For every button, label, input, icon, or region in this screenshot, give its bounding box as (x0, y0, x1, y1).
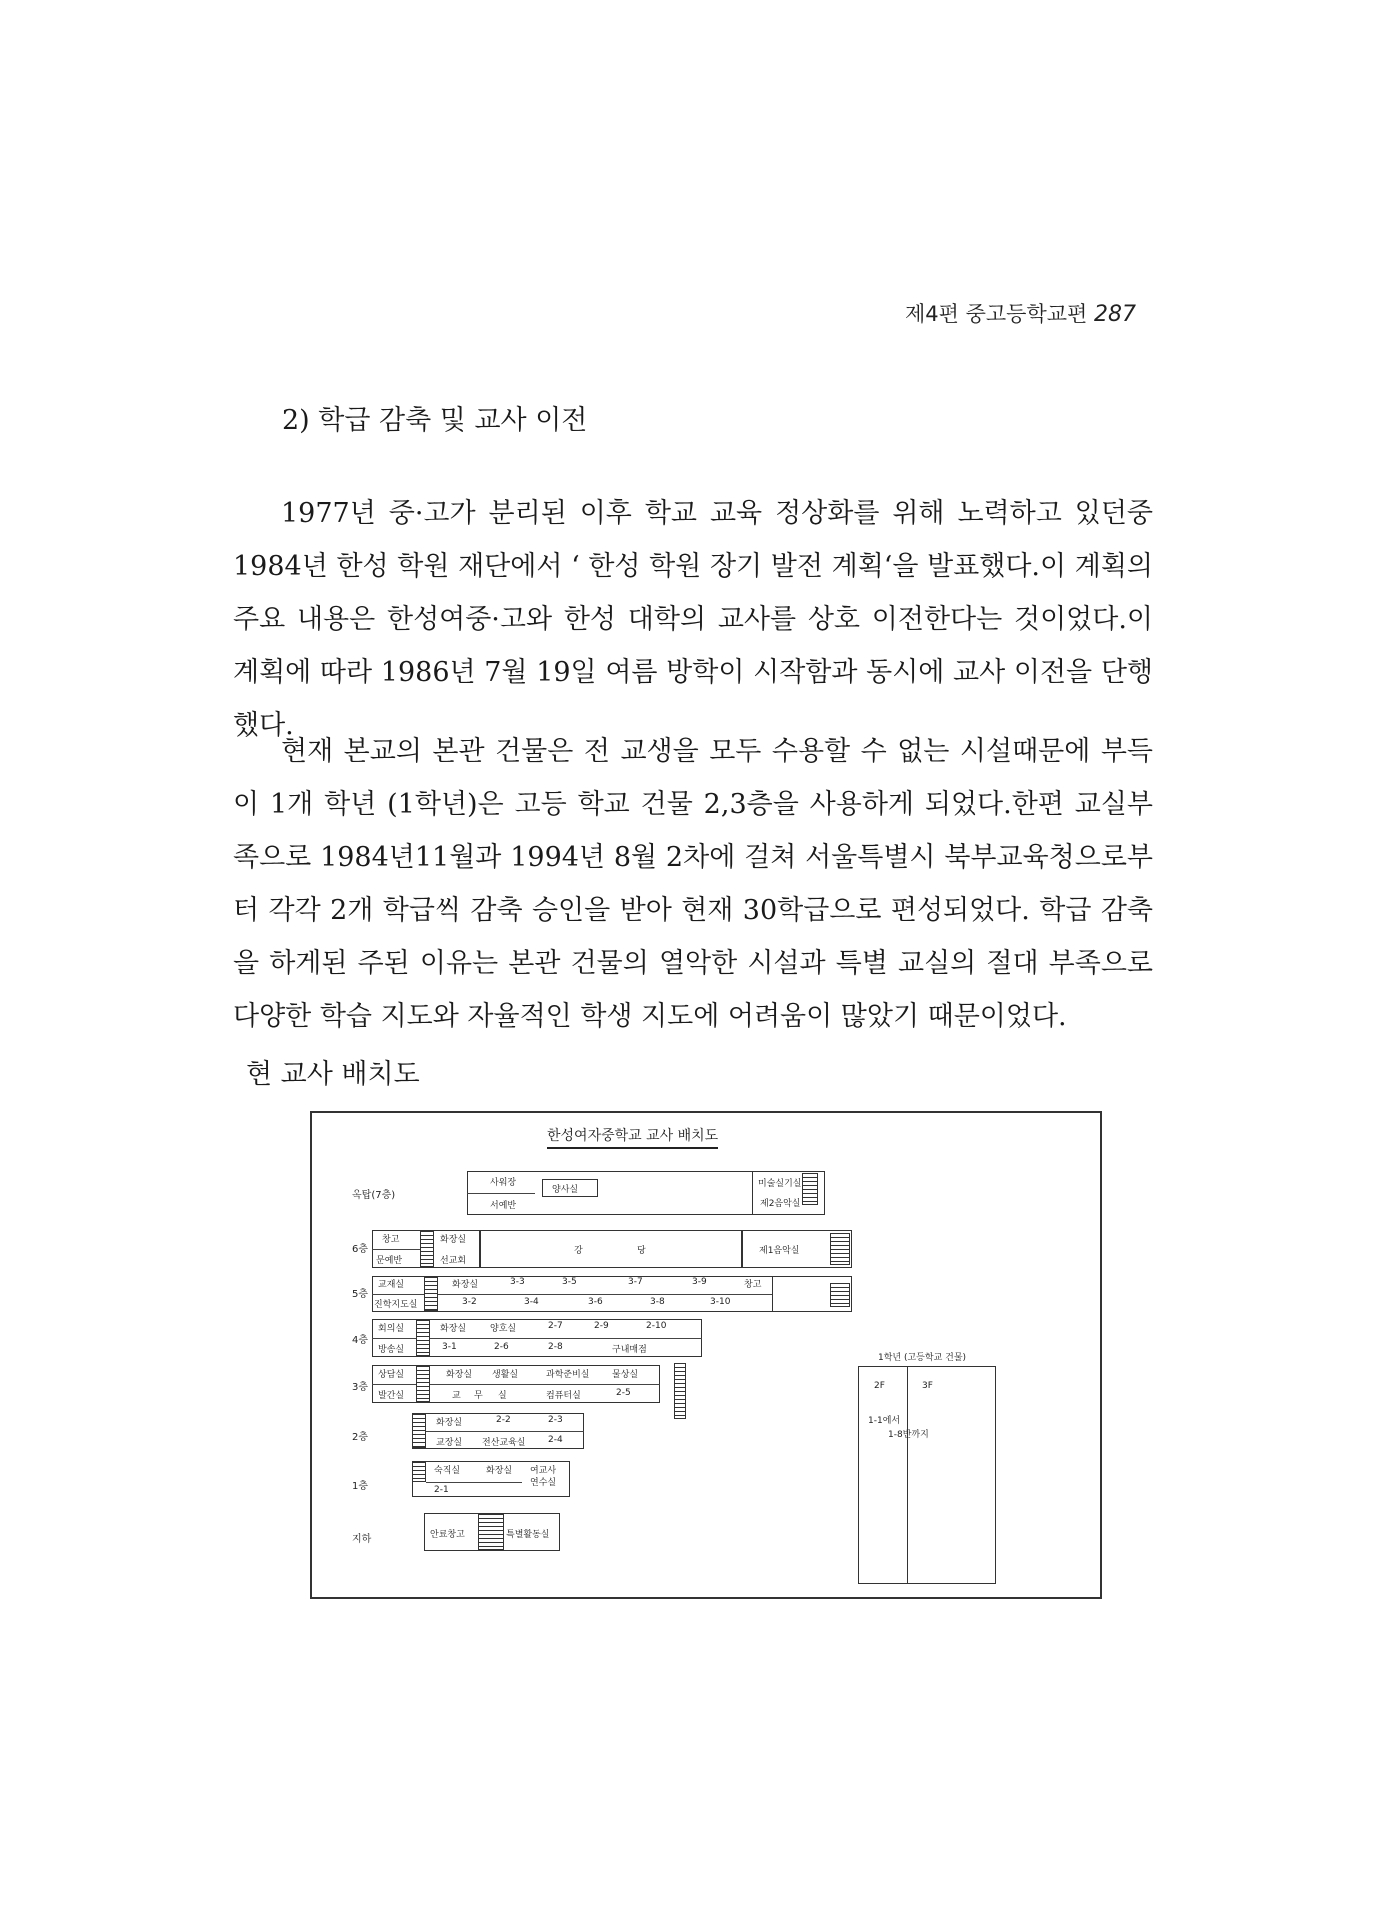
annex-note: 1-1에서 (868, 1416, 901, 1426)
annex-floor-2f: 2F (874, 1381, 885, 1391)
room: 2-9 (594, 1321, 609, 1331)
section-title: 2) 학급 감축 및 교사 이전 (282, 405, 588, 436)
divider (426, 1431, 584, 1432)
room: 창고 (382, 1235, 400, 1245)
annex-divider (907, 1366, 908, 1584)
room: 제2음악실 (760, 1199, 801, 1209)
room: 3-4 (524, 1297, 539, 1307)
room: 컴퓨터실 (546, 1391, 581, 1401)
room: 과학준비실 (546, 1370, 590, 1380)
annex-building (858, 1366, 996, 1584)
room: 화장실 (486, 1466, 513, 1476)
stairs (478, 1514, 504, 1550)
room: 서예반 (490, 1201, 517, 1211)
room: 연수실 (530, 1478, 557, 1488)
room: 교장실 (436, 1438, 463, 1448)
paragraph-text: 1977년 중·고가 분리된 이후 학교 교육 정상화를 위해 노력하고 있던중 1984년 한성 학원 재단에서 ‘ 한성 학원 장기 발전 계획‘을 발표했다.이 계획의 주요 내용은 한성여중·고와 한성 대학의 교사를 상호 이전한다는 것이었다.이 계획에 따라 1986년 7월 19일 여름 방학이 시작함과 동시에 교사 이전을 단행했다. (233, 498, 1153, 741)
divider (372, 1249, 420, 1250)
room: 선교회 (440, 1256, 467, 1266)
room: 화장실 (452, 1280, 479, 1290)
floor-label-basement: 지하 (352, 1534, 372, 1545)
stairs (412, 1462, 426, 1482)
room: 3-6 (588, 1297, 603, 1307)
room: 발간실 (378, 1391, 405, 1401)
room: 무 (474, 1391, 483, 1401)
room: 숙직실 (434, 1466, 461, 1476)
room: 양호실 (490, 1324, 517, 1334)
room: 문예반 (376, 1256, 403, 1266)
floor-label-4: 4층 (352, 1335, 369, 1346)
room: 화장실 (440, 1235, 467, 1245)
annex-note: 1-8반까지 (888, 1430, 929, 1440)
room: 미술실기실 (758, 1179, 802, 1189)
annex-title: 1학년 (고등학교 건물) (878, 1353, 967, 1363)
paragraph-2 (233, 725, 1153, 1043)
room: 전산교육실 (482, 1438, 526, 1448)
part-title: 제4편 중고등학교편 (905, 302, 1088, 326)
floor-plan-figure (310, 1111, 1102, 1599)
room: 방송실 (378, 1345, 405, 1355)
room: 강 (574, 1246, 583, 1256)
room: 3-5 (562, 1277, 577, 1287)
floor-label-5: 5층 (352, 1289, 369, 1300)
figure-title: 한성여자중학교 교사 배치도 (547, 1125, 718, 1149)
stairs (674, 1363, 686, 1419)
stairs (830, 1233, 850, 1265)
room: 사워장 (490, 1178, 517, 1188)
room: 특별활동실 (506, 1530, 550, 1540)
room: 3-9 (692, 1277, 707, 1287)
room: 2-6 (494, 1342, 509, 1352)
room: 3-7 (628, 1277, 643, 1287)
stairs (420, 1231, 434, 1267)
room: 생활실 (492, 1370, 519, 1380)
floor-label-2: 2층 (352, 1432, 369, 1443)
room: 2-1 (434, 1485, 449, 1495)
figure-caption: 현 교사 배치도 (246, 1059, 420, 1090)
page-number: 287 (1094, 302, 1137, 327)
room: 여교사 (530, 1466, 557, 1476)
stairs (416, 1366, 430, 1402)
room: 3-1 (442, 1342, 457, 1352)
room: 진학지도실 (374, 1300, 418, 1310)
room: 당 (637, 1246, 646, 1256)
running-header (905, 298, 1136, 328)
room: 2-8 (548, 1342, 563, 1352)
annex-floor-3f: 3F (922, 1381, 933, 1391)
room: 화장실 (440, 1324, 467, 1334)
room: 제1음악실 (759, 1246, 800, 1256)
auditorium (480, 1230, 742, 1268)
divider (426, 1482, 522, 1483)
floor-label-7: 옥탑(7층) (352, 1190, 396, 1201)
room: 2-5 (616, 1388, 631, 1398)
stairs (830, 1283, 850, 1307)
room: 3-10 (710, 1297, 731, 1307)
room: 구내매점 (612, 1345, 647, 1355)
room: 2-3 (548, 1415, 563, 1425)
divider (372, 1294, 827, 1295)
room: 2-2 (496, 1415, 511, 1425)
paragraph-text: 현재 본교의 본관 건물은 전 교생을 모두 수용할 수 없는 시설때문에 부득이 1개 학년 (1학년)은 고등 학교 건물 2,3층을 사용하게 되었다.한편 교실부족으로 1984년11월과 1994년 8월 2차에 걸쳐 서울특별시 북부교육청으로부터 각각 2개 학급씩 감축 승인을 받아 현재 30학급으로 편성되었다. 학급 감축을 하게된 주된 이유는 본관 건물의 열악한 시설과 특별 교실의 절대 부족으로 다양한 학습 지도와 자율적인 학생 지도에 어려움이 많았기 때문이었다. (233, 736, 1153, 1032)
room: 화장실 (446, 1370, 473, 1380)
room: 교 (452, 1391, 461, 1401)
floor-label-1: 1층 (352, 1481, 369, 1492)
room: 회의실 (378, 1324, 405, 1334)
room: 실 (498, 1391, 507, 1401)
room: 2-4 (548, 1435, 563, 1445)
floor-label-6: 6층 (352, 1244, 369, 1255)
stairs (802, 1173, 818, 1205)
room: 2-10 (646, 1321, 667, 1331)
stairs (424, 1277, 438, 1311)
room: 화장실 (436, 1418, 463, 1428)
room: 안료창고 (430, 1530, 465, 1540)
room: 3-3 (510, 1277, 525, 1287)
stairs (416, 1320, 430, 1356)
room: 교재실 (378, 1280, 405, 1290)
room: 2-7 (548, 1321, 563, 1331)
room: 창고 (744, 1280, 762, 1290)
stairs (412, 1414, 426, 1448)
room: 3-8 (650, 1297, 665, 1307)
room: 물상실 (612, 1370, 639, 1380)
room: 양사실 (552, 1185, 579, 1195)
room: 상담실 (378, 1370, 405, 1380)
floor-label-3: 3층 (352, 1382, 369, 1393)
divider (467, 1193, 535, 1194)
room: 3-2 (462, 1297, 477, 1307)
paragraph-1 (233, 487, 1153, 752)
